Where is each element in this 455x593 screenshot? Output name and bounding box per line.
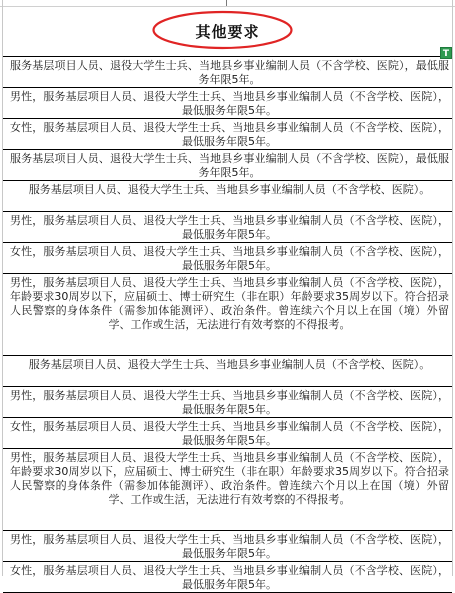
table-row[interactable]: 男性，服务基层项目人员、退役大学生士兵、当地县乡事业编制人员（不含学校、医院），最低服务年限5年。 [3, 212, 452, 243]
table-row[interactable]: 女性，服务基层项目人员、退役大学生士兵、当地县乡事业编制人员（不含学校、医院），最低服务年限5年。 [3, 243, 452, 274]
table-row[interactable]: 女性，服务基层项目人员、退役大学生士兵、当地县乡事业编制人员（不含学校、医院），最低服务年限5年。 [3, 418, 452, 449]
column-header-title: 其他要求 [195, 23, 260, 41]
table-row[interactable]: 服务基层项目人员、退役大学生士兵、当地县乡事业编制人员（不含学校、医院），最低服务年限5年。 [3, 57, 452, 88]
table-body [3, 57, 452, 593]
table-row[interactable]: 男性，服务基层项目人员、退役大学生士兵、当地县乡事业编制人员（不含学校、医院），年龄要求30周岁以下，应届硕士、博士研究生（非在职）年龄要求35周岁以下。符合招录人民警察的身体条件（需参加体能测评）、政治条件。曾连续六个月以上在国（境）外留学、工作或生活，无法进行有效考察的不得报考。 [3, 274, 452, 356]
table-row[interactable]: 服务基层项目人员、退役大学生士兵、当地县乡事业编制人员（不含学校、医院）。 [3, 181, 452, 212]
previous-row-strip [0, 0, 455, 7]
table-row[interactable]: 女性，服务基层项目人员、退役大学生士兵、当地县乡事业编制人员（不含学校、医院），最低服务年限5年。 [3, 562, 452, 593]
table-row[interactable]: 男性，服务基层项目人员、退役大学生士兵、当地县乡事业编制人员（不含学校、医院），最低服务年限5年。 [3, 387, 452, 418]
table-row[interactable]: 女性，服务基层项目人员、退役大学生士兵、当地县乡事业编制人员（不含学校、医院），最低服务年限5年。 [3, 119, 452, 150]
table-row[interactable]: 男性，服务基层项目人员、退役大学生士兵、当地县乡事业编制人员（不含学校、医院），最低服务年限5年。 [3, 531, 452, 562]
column-header-cell[interactable] [3, 7, 452, 57]
cell-edge-stub [226, 0, 227, 6]
table-row[interactable]: 男性，服务基层项目人员、退役大学生士兵、当地县乡事业编制人员（不含学校、医院），最低服务年限5年。 [3, 88, 452, 119]
table-row[interactable]: 男性，服务基层项目人员、退役大学生士兵、当地县乡事业编制人员（不含学校、医院），年龄要求30周岁以下，应届硕士、博士研究生（非在职）年龄要求35周岁以下。符合招录人民警察的身体条件（需参加体能测评）、政治条件。曾连续六个月以上在国（境）外留学、工作或生活，无法进行有效考察的不得报考。 [3, 449, 452, 531]
red-highlight-ellipse [151, 10, 294, 50]
column-gridline-right [452, 0, 453, 576]
table-row[interactable]: 服务基层项目人员、退役大学生士兵、当地县乡事业编制人员（不含学校、医院）。 [3, 356, 452, 387]
filter-dropdown-icon[interactable]: T [440, 47, 452, 59]
table-row[interactable]: 服务基层项目人员、退役大学生士兵、当地县乡事业编制人员（不含学校、医院），最低服务年限5年。 [3, 150, 452, 181]
